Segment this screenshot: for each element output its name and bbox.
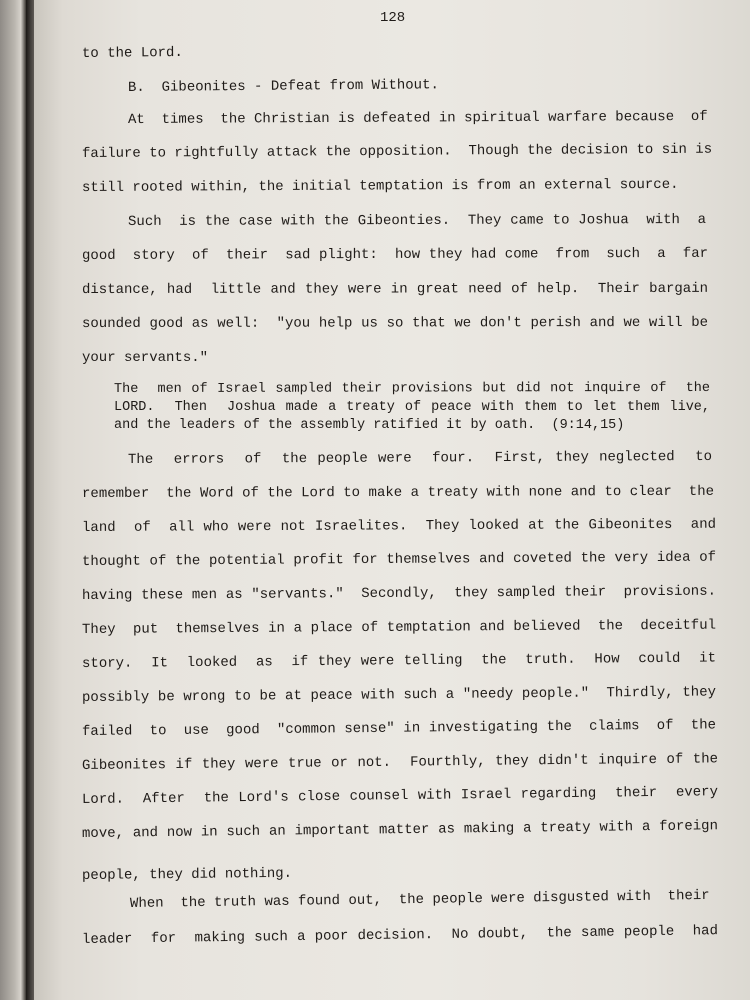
text-line: good story of their sad plight: how they had come from such a far xyxy=(81,245,709,264)
text-line: having these men as "servants." Secondly, they sampled their provisions. xyxy=(81,583,717,604)
text-line: distance, had little and they were in great need of help. Their bargain xyxy=(81,280,709,298)
quote-line: LORD. Then Joshua made a treaty of peace with them to let them live, xyxy=(114,400,710,415)
section-heading: B. Gibeonites - Defeat from Without. xyxy=(127,77,439,96)
text-line: Such is the case with the Gibeonties. They came to Joshua with a xyxy=(127,211,707,230)
text-line: people, they did nothing. xyxy=(81,865,293,884)
text-line: still rooted within, the initial temptation is from an external source. xyxy=(81,176,679,196)
text-line: failure to rightfully attack the opposition. Though the decision to sin is xyxy=(81,141,713,162)
text-line: leader for making such a poor decision. No doubt, the same people had xyxy=(81,923,719,948)
text-line: story. It looked as if they were telling the truth. How could it xyxy=(81,650,717,672)
text-line: They put themselves in a place of temptation and believed the deceitful xyxy=(81,617,717,638)
quote-line: and the leaders of the assembly ratified it by oath. (9:14,15) xyxy=(114,418,625,433)
text-line: Gibeonites if they were true or not. Fourthly, they didn't inquire of the xyxy=(81,751,719,774)
text-line: thought of the potential profit for themselves and coveted the very idea of xyxy=(81,549,717,570)
text-line: remember the Word of the Lord to make a treaty with none and to clear the xyxy=(81,483,715,502)
text-line: possibly be wrong to be at peace with such a "needy people." Thirdly, they xyxy=(81,684,717,706)
text-line: land of all who were not Israelites. They looked at the Gibeonites and xyxy=(81,516,717,536)
book-page xyxy=(34,0,750,1000)
text-line: your servants." xyxy=(82,350,209,366)
text-line: When the truth was found out, the people were disgusted with their xyxy=(129,887,710,912)
text-line: The errors of the people were four. First, they neglected to xyxy=(127,448,713,468)
text-line: move, and now in such an important matter as making a treaty with a foreign xyxy=(81,818,719,842)
text-line: Lord. After the Lord's close counsel with Israel regarding their every xyxy=(81,784,719,808)
facing-page-edge xyxy=(0,0,26,1000)
quote-line: The men of Israel sampled their provisions but did not inquire of the xyxy=(113,380,711,397)
text-line: sounded good as well: "you help us so that we don't perish and we will be xyxy=(81,314,709,332)
text-line: failed to use good "common sense" in investigating the claims of the xyxy=(81,717,717,740)
book-gutter xyxy=(26,0,34,1000)
text-line: At times the Christian is defeated in spiritual warfare because of xyxy=(127,108,708,128)
page-number: 128 xyxy=(380,10,406,26)
text-line: to the Lord. xyxy=(81,44,183,62)
